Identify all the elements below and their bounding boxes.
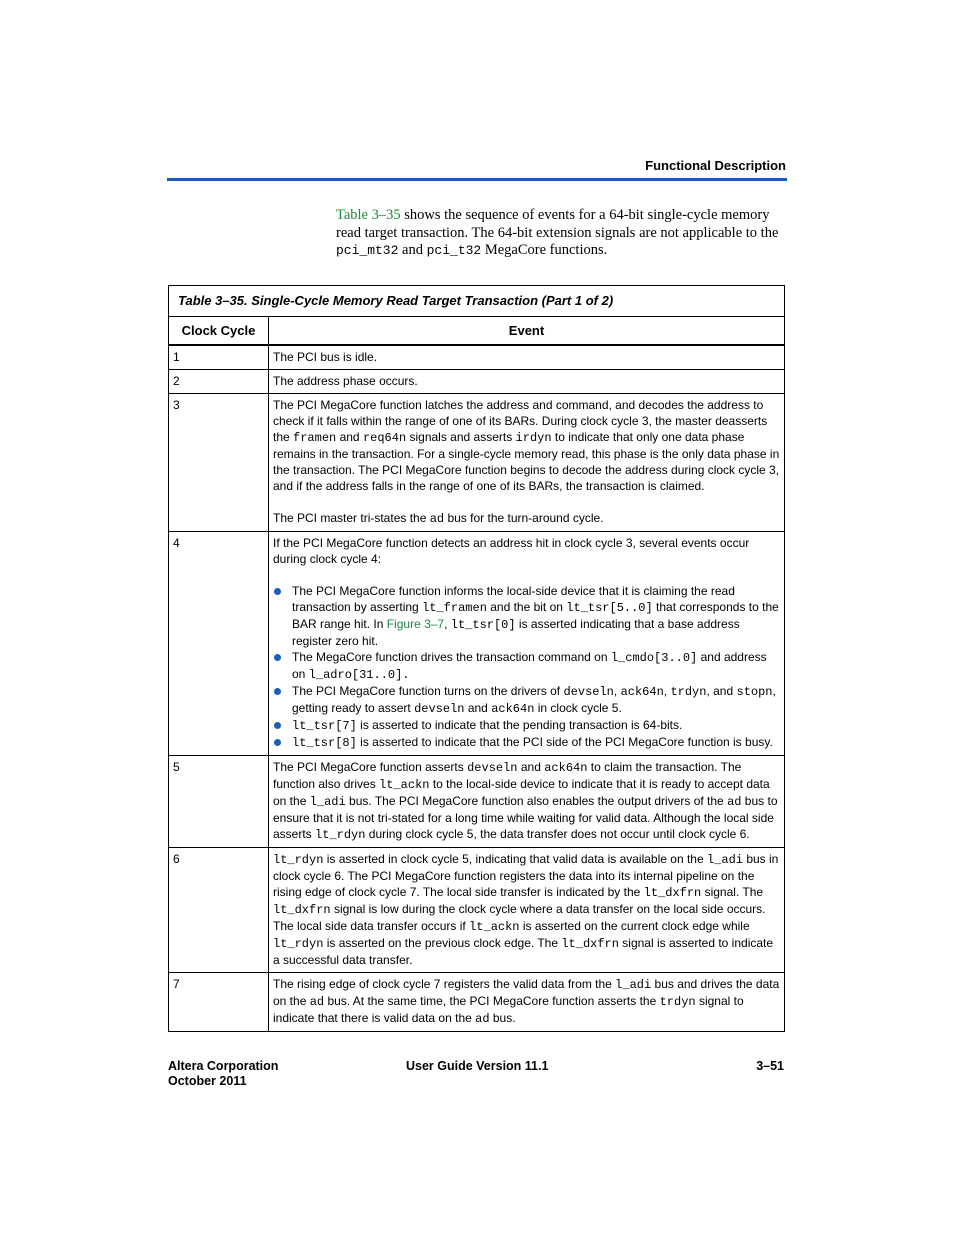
- intro-paragraph: Table 3–35 shows the sequence of events for a 64-bit single-cycle memory read target transaction. The 64-bit extension signals are not applicable to the pci_mt32 and pci_t32 MegaCore functions.: [336, 207, 779, 258]
- event-cell: The PCI bus is idle.: [269, 345, 785, 370]
- cycle-cell: 4: [169, 532, 269, 756]
- event-cell: The PCI MegaCore function asserts devseln and ack64n to claim the transaction. The function also drives lt_ackn to the local-side device to indicate that it is ready to accept data on the l_adi bus. The PCI MegaCore function also enables the output drivers of the ad bus to ensure that it is not tri-stated for a long time while waiting for valid data. Although the local side asserts lt_rdyn during clock cycle 5, the data transfer does not occur until clock cycle 6.: [269, 756, 785, 848]
- table-row: [169, 345, 785, 370]
- cycle-cell: 5: [169, 756, 269, 848]
- figure-link[interactable]: Figure 3–7: [386, 617, 445, 631]
- event-cell: lt_rdyn is asserted in clock cycle 5, indicating that valid data is available on the l_adi bus in clock cycle 6. The PCI MegaCore function registers the data into its internal pipeline on the rising edge of clock cycle 7. The local side transfer is indicated by the lt_dxfrn signal. The lt_dxfrn signal is low during the clock cycle where a data transfer on the local side occurs. The local side data transfer occurs if lt_ackn is asserted on the current clock edge while lt_rdyn is asserted on the previous clock edge. The lt_dxfrn signal is asserted to indicate a successful data transfer.: [269, 848, 785, 973]
- event-cell: The rising edge of clock cycle 7 registers the valid data from the l_adi bus and drives the data on the ad bus. At the same time, the PCI MegaCore function asserts the trdyn signal to indicate that there is valid data on the ad bus.: [269, 973, 785, 1032]
- table-caption: Table 3–35. Single-Cycle Memory Read Target Transaction (Part 1 of 2): [169, 286, 785, 317]
- table-row: [169, 973, 785, 1032]
- table-row: [169, 394, 785, 532]
- header-rule: [167, 178, 787, 181]
- bullet-icon: [274, 654, 281, 661]
- cycle-cell: 2: [169, 370, 269, 394]
- table-row: [169, 848, 785, 973]
- events-table: [168, 285, 785, 1032]
- cycle-cell: 1: [169, 345, 269, 370]
- bullet-icon: [274, 588, 281, 595]
- list-item: The MegaCore function drives the transaction command on l_cmdo[3..0] and address on l_adro[31..0].: [273, 649, 780, 683]
- footer-date: October 2011: [168, 1074, 247, 1088]
- event-cell: If the PCI MegaCore function detects an address hit in clock cycle 3, several events occur during clock cycle 4: The PCI MegaCore function informs the local-side device that it is claiming the read transaction by asserting lt_framen and the bit on lt_tsr[5..0] that corresponds to the BAR range hit. In Figure 3–7, lt_tsr[0] is asserted indicating that a base address register zero hit. The MegaCore function drives the transaction command on l_cmdo[3..0] and address on l_adro[31..0]. The PCI MegaCore function turns on the drivers of devseln, ack64n, trdyn, and stopn, getting ready to assert devseln and ack64n in clock cycle 5. lt_tsr[7] is asserted to indicate that the pending transaction is 64-bits. lt_tsr[8] is asserted to indicate that the PCI side of the PCI MegaCore function is busy.: [269, 532, 785, 756]
- list-item: lt_tsr[8] is asserted to indicate that the PCI side of the PCI MegaCore function is busy.: [273, 734, 780, 751]
- footer-left: [168, 1059, 278, 1089]
- event-cell: The PCI MegaCore function latches the address and command, and decodes the address to check if it falls within the range of one of its BARs. During clock cycle 3, the master deasserts the framen and req64n signals and asserts irdyn to indicate that only one data phase remains in the transaction. For a single-cycle memory read, this phase is the only data phase in the transaction. The PCI MegaCore function begins to decode the address during clock cycle 3, and if the address falls in the range of one of its BARs, the transaction is claimed. The PCI master tri-states the ad bus for the turn-around cycle.: [269, 394, 785, 532]
- bullet-icon: [274, 688, 281, 695]
- table-row: [169, 532, 785, 756]
- running-header: Functional Description: [645, 158, 786, 173]
- cycle-cell: 7: [169, 973, 269, 1032]
- list-item: The PCI MegaCore function informs the local-side device that it is claiming the read transaction by asserting lt_framen and the bit on lt_tsr[5..0] that corresponds to the BAR range hit. In Figure 3–7, lt_tsr[0] is asserted indicating that a base address register zero hit.: [273, 583, 780, 649]
- event-bullets: [273, 583, 780, 751]
- code: pci_t32: [426, 243, 482, 258]
- bullet-icon: [274, 722, 281, 729]
- table-row: [169, 756, 785, 848]
- footer-company: Altera Corporation: [168, 1059, 279, 1073]
- bullet-icon: [274, 739, 281, 746]
- event-cell: The address phase occurs.: [269, 370, 785, 394]
- cycle-cell: 6: [169, 848, 269, 973]
- table-row: [169, 370, 785, 394]
- col-header-event: Event: [269, 317, 785, 346]
- footer-guide: User Guide Version 11.1: [406, 1059, 549, 1073]
- list-item: lt_tsr[7] is asserted to indicate that the pending transaction is 64-bits.: [273, 717, 780, 734]
- list-item: The PCI MegaCore function turns on the drivers of devseln, ack64n, trdyn, and stopn, getting ready to assert devseln and ack64n in clock cycle 5.: [273, 683, 780, 717]
- table-link[interactable]: Table 3–35: [336, 207, 401, 223]
- page-number: 3–51: [756, 1059, 784, 1073]
- col-header-clock-cycle: Clock Cycle: [169, 317, 269, 346]
- cycle-cell: 3: [169, 394, 269, 532]
- code: pci_mt32: [336, 243, 399, 258]
